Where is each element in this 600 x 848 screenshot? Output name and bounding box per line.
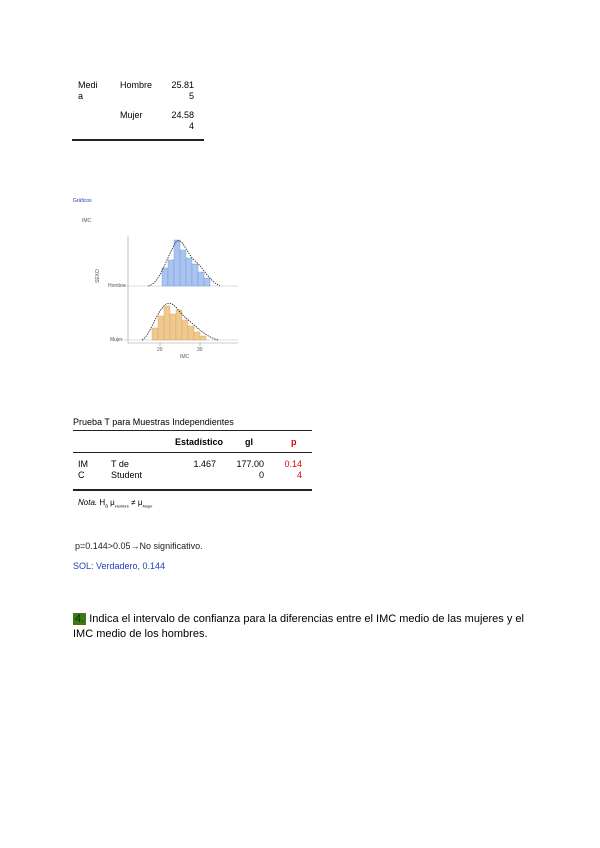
ttest-bottom-rule	[73, 489, 312, 491]
row-test: T de Student	[111, 459, 143, 480]
mujer-bar	[176, 310, 182, 340]
ttest-top-rule	[73, 430, 312, 431]
hombre-bar	[198, 272, 204, 286]
row-gl: 177.00 0	[236, 459, 264, 480]
mujer-bar	[170, 314, 176, 340]
hombre-bar	[186, 258, 192, 286]
hombre-histogram	[162, 240, 210, 286]
hombre-bar	[168, 260, 174, 286]
note-mu1: μ	[110, 498, 115, 507]
row-p: 0.14 4	[284, 459, 302, 480]
table-bottom-rule	[72, 139, 204, 141]
note-mu2: μ	[137, 498, 143, 507]
ttest-title: Prueba T para Muestras Independientes	[73, 417, 234, 427]
note-label: Nota.	[78, 498, 98, 507]
result-text: p=0.144>0.05→No significativo.	[75, 541, 203, 551]
hombre-bar	[204, 278, 210, 286]
mujer-bar	[158, 316, 164, 340]
graficos-link[interactable]: Gráficos	[73, 198, 92, 204]
group-hombre: Hombre	[120, 80, 153, 90]
density-plot	[88, 228, 248, 368]
mujer-bar	[164, 306, 170, 340]
header-estadistico: Estadístico	[175, 437, 224, 447]
ttest-note	[78, 498, 152, 512]
mujer-bar	[152, 328, 158, 340]
solution-text: SOL: Verdadero, 0.144	[73, 561, 166, 571]
row-variable: IM C	[78, 459, 88, 480]
header-p: p	[291, 437, 297, 447]
mujer-bar	[200, 336, 206, 340]
group-mujer: Mujer	[120, 110, 143, 120]
plot-ylabel: SEXO	[95, 269, 101, 283]
row-statistic: 1.467	[193, 459, 216, 469]
mujer-bar	[182, 320, 188, 340]
hombre-bar	[180, 250, 186, 286]
question-number: 4.	[75, 613, 85, 625]
value-hombre: 25.81 5	[171, 80, 194, 101]
hombre-bar	[192, 264, 198, 286]
plot-group-mujer: Mujer	[110, 337, 123, 343]
hombre-bar	[174, 240, 180, 286]
hombre-bar	[162, 268, 168, 286]
value-mujer: 24.58 4	[171, 110, 194, 131]
stat-label-media: Medi a	[78, 80, 98, 101]
x-tick-label: 20	[157, 347, 163, 353]
plot-title: IMC	[82, 218, 92, 224]
plot-xlabel: IMC	[180, 354, 190, 360]
x-tick-label: 30	[197, 347, 203, 353]
mujer-bar	[194, 332, 200, 340]
question-text: Indica el intervalo de confianza para la diferencias entre el IMC medio de las mujeres y el IMC medio de los hombres.	[73, 613, 524, 640]
mujer-bar	[188, 326, 194, 340]
note-sub1: Hombre	[114, 503, 129, 509]
question-4	[73, 612, 543, 642]
note-h: H	[99, 498, 106, 507]
header-gl: gl	[245, 437, 253, 447]
note-h-sub: a	[105, 503, 108, 510]
note-sub2: Mujer	[142, 503, 153, 509]
ttest-header-rule	[73, 452, 312, 453]
note-neq: ≠	[131, 498, 136, 507]
plot-group-hombre: Hombre	[108, 283, 126, 289]
